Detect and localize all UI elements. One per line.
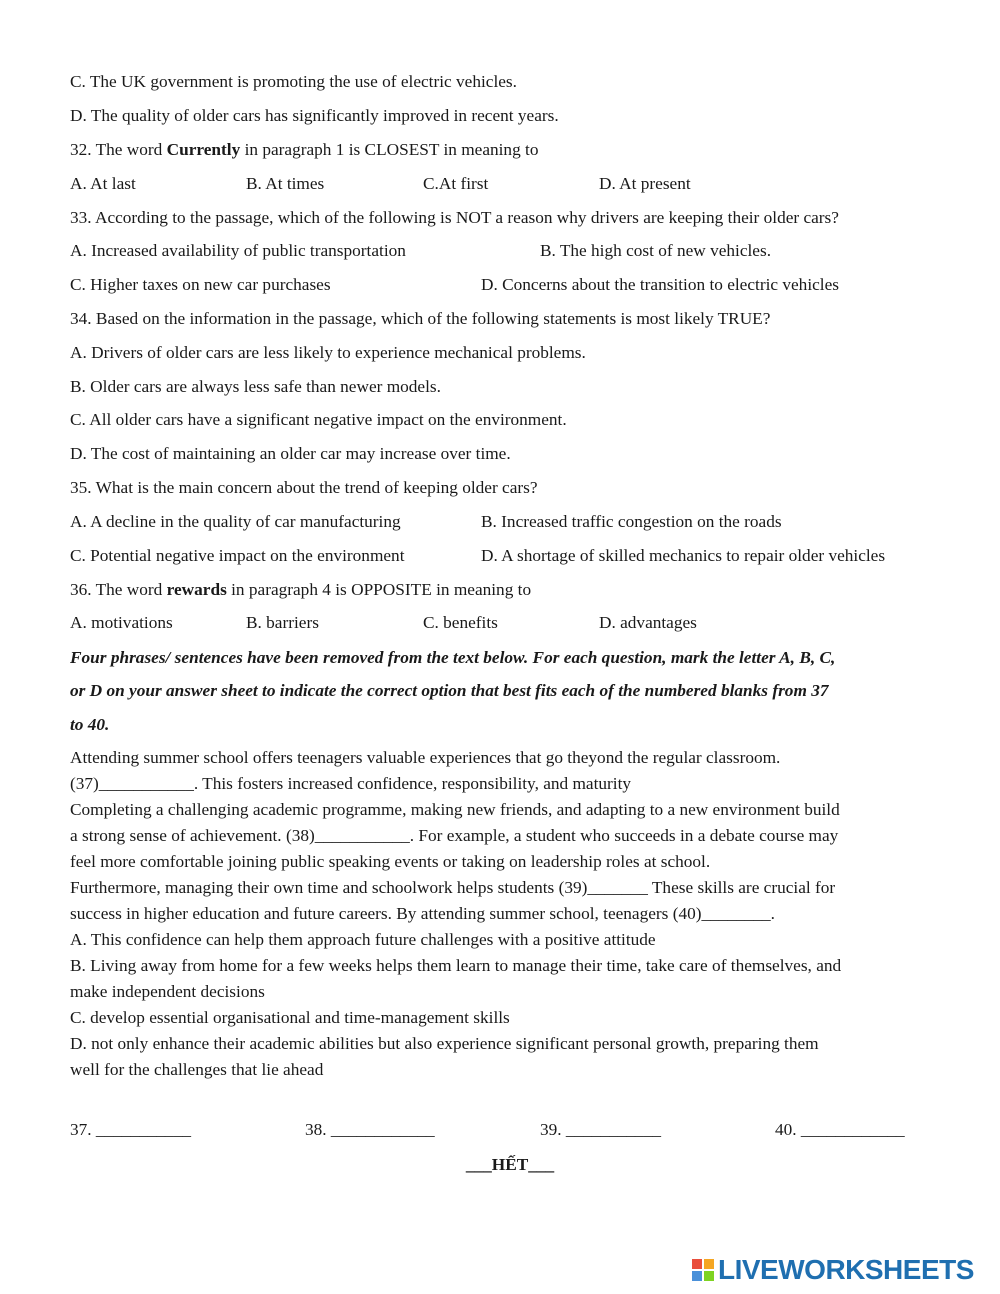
- liveworksheets-logo: [692, 1255, 974, 1285]
- q36-option-d: D. advantages: [599, 613, 697, 632]
- q32-option-a: A. At last: [70, 174, 136, 193]
- q35-option-d: D. A shortage of skilled mechanics to repair older vehicles: [481, 546, 886, 565]
- passage-option-d: D. not only enhance their academic abilities but also experience significant personal growth, preparing them: [70, 1034, 819, 1053]
- answer-blank-38[interactable]: 38. ____________: [305, 1120, 435, 1139]
- q33-option-d: D. Concerns about the transition to electric vehicles: [481, 275, 839, 294]
- q35-option-b: B. Increased traffic congestion on the roads: [481, 512, 782, 531]
- instructions-line-1: Four phrases/ sentences have been removed from the text below. For each question, mark the letter A, B, C,: [70, 648, 836, 667]
- q32-option-b: B. At times: [246, 174, 325, 193]
- q34-option-d: D. The cost of maintaining an older car may increase over time.: [70, 444, 511, 463]
- q35-stem: 35. What is the main concern about the trend of keeping older cars?: [70, 478, 538, 497]
- q34-stem: 34. Based on the information in the passage, which of the following statements is most likely TRUE?: [70, 309, 771, 328]
- liveworksheets-logo-icon: [692, 1259, 714, 1281]
- q33-option-c: C. Higher taxes on new car purchases: [70, 275, 331, 294]
- q34-option-c: C. All older cars have a significant negative impact on the environment.: [70, 410, 567, 429]
- passage-option-d-cont: well for the challenges that lie ahead: [70, 1060, 324, 1079]
- q36-option-a: A. motivations: [70, 613, 173, 632]
- q34-option-b: B. Older cars are always less safe than newer models.: [70, 377, 441, 396]
- passage-line: feel more comfortable joining public speaking events or taking on leadership roles at school.: [70, 852, 711, 871]
- q33-option-b: B. The high cost of new vehicles.: [540, 241, 772, 260]
- instructions-line-3: to 40.: [70, 715, 110, 734]
- q35-option-c: C. Potential negative impact on the environment: [70, 546, 405, 565]
- q31-option-d: D. The quality of older cars has significantly improved in recent years.: [70, 106, 559, 125]
- q34-option-a: A. Drivers of older cars are less likely to experience mechanical problems.: [70, 343, 586, 362]
- passage-line: (37)___________. This fosters increased confidence, responsibility, and maturity: [70, 774, 632, 793]
- instructions-line-2: or D on your answer sheet to indicate the correct option that best fits each of the numbered blanks from 37: [70, 681, 829, 700]
- q32-option-c: C.At first: [423, 174, 489, 193]
- q36-option-b: B. barriers: [246, 613, 319, 632]
- answer-blank-39[interactable]: 39. ___________: [540, 1120, 661, 1139]
- q36-keyword: rewards: [166, 580, 227, 599]
- q36-stem: 36. The word rewards in paragraph 4 is OPPOSITE in meaning to: [70, 580, 532, 599]
- passage-line: success in higher education and future careers. By attending summer school, teenagers (40)________.: [70, 904, 775, 923]
- passage-line: Furthermore, managing their own time and schoolwork helps students (39)_______ These skills are crucial for: [70, 878, 836, 897]
- q32-keyword: Currently: [166, 140, 241, 159]
- passage-line: Completing a challenging academic programme, making new friends, and adapting to a new environment build: [70, 800, 840, 819]
- q35-option-a: A. A decline in the quality of car manufacturing: [70, 512, 401, 531]
- answer-blank-40[interactable]: 40. ____________: [775, 1120, 905, 1139]
- q36-option-c: C. benefits: [423, 613, 498, 632]
- q33-stem: 33. According to the passage, which of the following is NOT a reason why drivers are keeping their older cars?: [70, 208, 839, 227]
- passage-line: Attending summer school offers teenagers valuable experiences that go theyond the regular classroom.: [70, 748, 781, 767]
- answer-blank-37[interactable]: 37. ___________: [70, 1120, 191, 1139]
- passage-option-b: B. Living away from home for a few weeks helps them learn to manage their time, take care of themselves, and: [70, 956, 842, 975]
- end-marker: ___HẾT___: [465, 1155, 555, 1174]
- passage-line: a strong sense of achievement. (38)___________. For example, a student who succeeds in a debate course may: [70, 826, 839, 845]
- passage-option-b-cont: make independent decisions: [70, 982, 265, 1001]
- logo-text: LIVEWORKSHEETS: [718, 1254, 974, 1285]
- passage-option-a: A. This confidence can help them approach future challenges with a positive attitude: [70, 930, 656, 949]
- q31-option-c: C. The UK government is promoting the use of electric vehicles.: [70, 72, 517, 91]
- q32-stem: 32. The word Currently in paragraph 1 is CLOSEST in meaning to: [70, 140, 539, 159]
- passage-option-c: C. develop essential organisational and time-management skills: [70, 1008, 510, 1027]
- q33-option-a: A. Increased availability of public transportation: [70, 241, 406, 260]
- gap-fill-passage: [70, 745, 950, 1083]
- q32-option-d: D. At present: [599, 174, 691, 193]
